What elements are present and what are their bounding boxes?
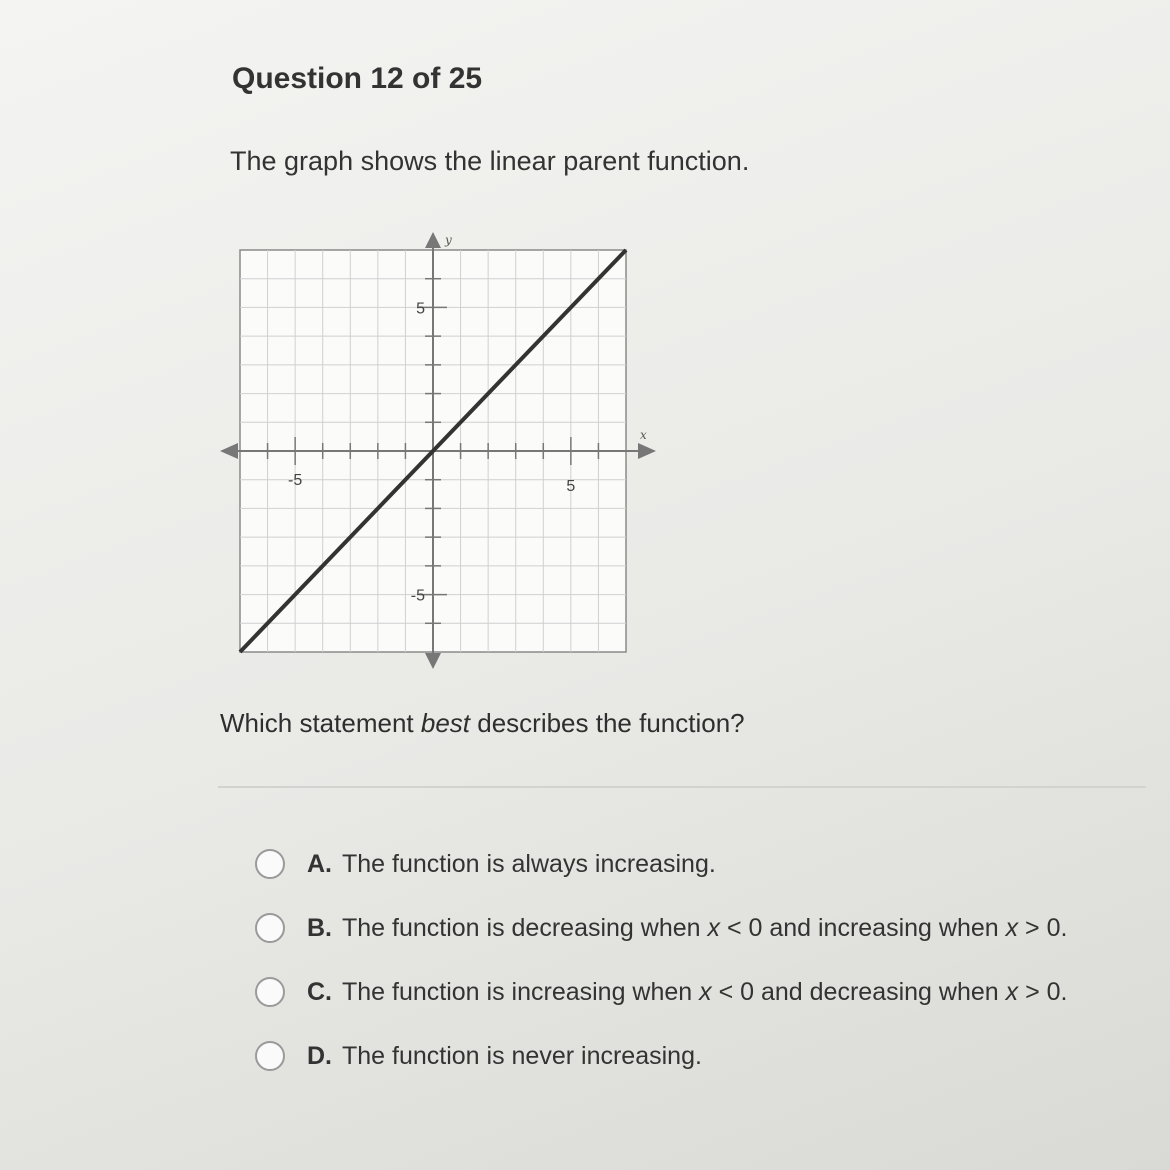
tick-label-x-pos: 5 bbox=[566, 478, 576, 495]
x-axis-label: x bbox=[640, 428, 647, 442]
tick-label-y-neg: -5 bbox=[410, 587, 425, 605]
radio-button-b[interactable] bbox=[255, 913, 285, 943]
radio-button-d[interactable] bbox=[255, 1041, 285, 1071]
divider bbox=[218, 786, 1146, 788]
choice-d-text-part: The function is never increasing. bbox=[342, 1041, 702, 1070]
choice-b-text bbox=[307, 914, 1067, 943]
radio-button-c[interactable] bbox=[255, 977, 285, 1007]
choice-c-text-part: < 0 and decreasing when bbox=[711, 977, 1006, 1006]
tick-label-x-neg: -5 bbox=[288, 472, 303, 489]
question-prompt: The graph shows the linear parent function. bbox=[230, 146, 750, 176]
choice-b-var: x bbox=[707, 913, 720, 942]
y-axis-label: y bbox=[445, 233, 452, 247]
tick-label-y-pos: 5 bbox=[416, 300, 425, 318]
choice-d[interactable] bbox=[255, 1024, 1067, 1088]
radio-button-a[interactable] bbox=[255, 849, 285, 879]
y-axis-arrow-up bbox=[425, 232, 441, 248]
question-text-before: Which statement bbox=[220, 708, 421, 738]
choice-b-var: x bbox=[1005, 913, 1019, 942]
question-text-after: describes the function? bbox=[470, 708, 745, 738]
y-axis-arrow-down bbox=[425, 653, 441, 669]
question-number: Question 12 of 25 bbox=[232, 62, 483, 95]
function-graph bbox=[218, 228, 658, 673]
question-text bbox=[220, 708, 745, 739]
choice-a[interactable] bbox=[255, 832, 1067, 896]
choice-a-text bbox=[307, 850, 716, 879]
choice-c[interactable] bbox=[255, 960, 1067, 1024]
choice-b-letter: B. bbox=[307, 913, 332, 942]
question-emphasis: best bbox=[420, 708, 471, 738]
choice-b[interactable] bbox=[255, 896, 1067, 960]
choice-c-text-part: > 0. bbox=[1018, 977, 1068, 1006]
x-axis-arrow-left bbox=[220, 443, 238, 459]
choice-c-text-part: The function is increasing when bbox=[342, 977, 700, 1006]
choice-d-letter: D. bbox=[307, 1041, 332, 1070]
choice-b-text-part: < 0 and increasing when bbox=[720, 913, 1006, 942]
choice-d-text bbox=[307, 1042, 702, 1071]
choice-a-text-part: The function is always increasing. bbox=[342, 849, 716, 878]
choice-c-letter: C. bbox=[307, 977, 332, 1006]
choice-b-text-part: > 0. bbox=[1018, 913, 1068, 942]
choice-a-letter: A. bbox=[307, 849, 332, 878]
choice-c-var: x bbox=[1005, 977, 1019, 1006]
answer-choices bbox=[255, 832, 1067, 1088]
choice-c-var: x bbox=[699, 977, 712, 1006]
choice-c-text bbox=[307, 978, 1067, 1007]
x-axis-arrow-right bbox=[638, 443, 656, 459]
choice-b-text-part: The function is decreasing when bbox=[342, 913, 708, 942]
